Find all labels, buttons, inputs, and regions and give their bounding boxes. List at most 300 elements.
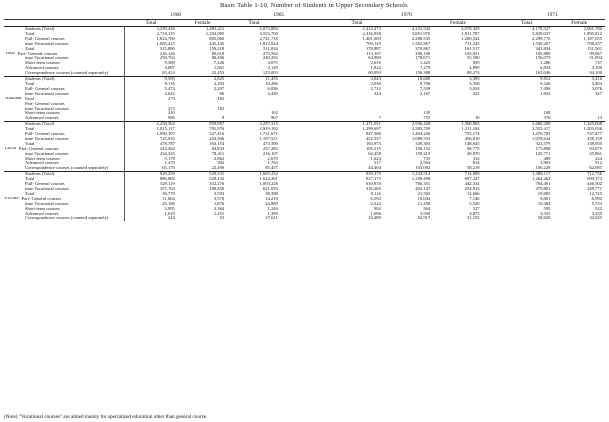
cell-value: 10,600 bbox=[384, 77, 433, 82]
cell-value: 53 bbox=[219, 216, 225, 221]
cell-value: 163,973 bbox=[365, 141, 381, 146]
cell-value: 1,345,008 bbox=[553, 122, 605, 127]
row-label bbox=[4, 216, 124, 221]
col-header-total: Total bbox=[124, 20, 178, 27]
cell-value: 3,356 bbox=[469, 81, 480, 86]
cell-value: 492,147 bbox=[415, 187, 431, 191]
cell-value: 316,265 bbox=[365, 187, 381, 191]
cell-value: 9,812 bbox=[500, 77, 554, 82]
cell-value: 244,462 bbox=[124, 147, 178, 152]
cell-value: 7,226 bbox=[213, 61, 225, 66]
cell-value: 5,073,882 bbox=[227, 27, 281, 32]
table-body bbox=[4, 27, 605, 222]
cell-value: 610,910 bbox=[365, 182, 381, 187]
cell-value: 3,239,416 bbox=[124, 27, 178, 32]
cell-value: 99,067 bbox=[589, 51, 602, 56]
cell-value: 62,458 bbox=[368, 151, 381, 156]
cell-value: 52,917 bbox=[417, 216, 431, 221]
cell-value: 595 bbox=[543, 206, 551, 211]
cell-value: 327 bbox=[595, 91, 602, 96]
cell-value: 927,175 bbox=[365, 177, 381, 182]
cell-value: 27,611 bbox=[265, 216, 278, 221]
cell-value: 523 bbox=[595, 206, 602, 211]
cell-value: 3,450 bbox=[267, 91, 278, 96]
cell-value: 7,496 bbox=[540, 86, 551, 91]
cell-value: 38,398 bbox=[265, 191, 278, 196]
row-label-text: Short-term courses bbox=[25, 206, 60, 211]
cell-value: 84,833 bbox=[211, 146, 225, 151]
cell-value: 697,247 bbox=[464, 177, 480, 182]
cell-value: 708,257 bbox=[587, 41, 602, 46]
cell-value: 529,531 bbox=[178, 172, 227, 177]
cell-value: 244 bbox=[124, 216, 178, 221]
cell-value: 699,373 bbox=[587, 177, 602, 182]
cell-value: 2,555,417 bbox=[532, 127, 551, 132]
cell-value: 188,856 bbox=[209, 187, 225, 191]
year-header: 1965 bbox=[227, 12, 330, 20]
cell-value: 24,889 bbox=[265, 201, 278, 206]
cell-value: 182 bbox=[217, 106, 225, 111]
cell-value: 529,119 bbox=[124, 182, 178, 187]
cell-value: 929,259 bbox=[124, 172, 178, 177]
cell-value: 165,046 bbox=[535, 71, 551, 76]
cell-value: 3,036 bbox=[370, 81, 381, 86]
cell-value: 236,126 bbox=[124, 52, 178, 57]
cell-value: 5,520 bbox=[469, 201, 480, 206]
cell-value: 755 bbox=[423, 116, 431, 121]
row-label-text: Students (Total) bbox=[25, 171, 55, 177]
cell-value: 4,899 bbox=[469, 66, 480, 71]
col-header-total: Total bbox=[330, 20, 384, 27]
cell-value: 3,235 bbox=[591, 211, 602, 216]
cell-value: 138,935 bbox=[587, 141, 602, 146]
row-label-text: Students (Total) bbox=[25, 76, 55, 82]
cell-value: 1,200,542 bbox=[461, 36, 480, 41]
cell-value: 1,763 bbox=[267, 161, 278, 166]
cell-value: 105,921 bbox=[464, 51, 480, 56]
cell-value: 234,325 bbox=[124, 152, 178, 157]
row-label-text: time Vocational courses bbox=[25, 106, 69, 111]
cell-value: 11,455 bbox=[227, 77, 281, 82]
cell-value: 98,775 bbox=[466, 146, 480, 151]
cell-value: 1,187,055 bbox=[583, 36, 602, 41]
cell-value: 1,244 bbox=[267, 206, 278, 211]
cell-value: 14,219 bbox=[265, 196, 278, 201]
cell-value: 105,515 bbox=[365, 146, 381, 151]
cell-value: 2,207 bbox=[213, 86, 225, 91]
row-label-text: Total bbox=[25, 191, 35, 196]
cell-value: 1,624,261 bbox=[259, 177, 278, 182]
cell-value: 2,061,780 bbox=[553, 27, 605, 32]
cell-value: 22,490 bbox=[211, 166, 225, 171]
cell-value: 8,116 bbox=[124, 82, 178, 87]
cell-value: 4,149 bbox=[267, 66, 278, 71]
col-header-female: Female bbox=[178, 20, 227, 27]
cell-value: 145,771 bbox=[535, 151, 551, 156]
section-name: Private bbox=[5, 196, 19, 201]
subheader-row bbox=[4, 20, 605, 27]
cell-value: 814 bbox=[472, 161, 480, 166]
cell-value: 80,619 bbox=[211, 51, 225, 56]
cell-value: 489 bbox=[543, 156, 551, 161]
cell-value: 5,474 bbox=[124, 87, 178, 92]
year-header-row bbox=[4, 12, 605, 20]
cell-value: 2,616 bbox=[370, 61, 381, 66]
row-label-text: Full- General courses bbox=[25, 36, 65, 41]
cell-value: 240,292 bbox=[262, 56, 278, 61]
row-label-text: Correspondence courses (counted separately) bbox=[25, 166, 109, 171]
cell-value: 1,911,787 bbox=[461, 31, 480, 36]
cell-value: 2,862 bbox=[213, 156, 225, 161]
cell-value: 8 bbox=[221, 116, 225, 121]
cell-value: 254,506 bbox=[209, 136, 225, 141]
table-row bbox=[4, 216, 605, 221]
cell-value: 886,882 bbox=[124, 177, 178, 182]
cell-value: 257,283 bbox=[262, 146, 278, 151]
students-table bbox=[4, 12, 605, 221]
cell-value: 4,075 bbox=[267, 61, 278, 66]
cell-value: 36,770 bbox=[124, 192, 178, 197]
cell-value: 747 bbox=[595, 61, 602, 66]
cell-value: 1,089,533 bbox=[411, 136, 431, 141]
cell-value: 13 bbox=[597, 116, 602, 121]
cell-value: 322 bbox=[472, 91, 480, 96]
cell-value: 1,494,236 bbox=[411, 132, 431, 137]
cell-value: 58,820 bbox=[537, 216, 551, 221]
cell-value: 735 bbox=[423, 156, 431, 161]
cell-value: 1,425 bbox=[419, 61, 431, 66]
row-label-text: Advanced courses bbox=[25, 66, 59, 71]
row-label-text: time Vocational courses bbox=[25, 187, 69, 191]
cell-value: 10,044 bbox=[417, 196, 431, 201]
cell-value: 2,299,770 bbox=[532, 36, 551, 41]
cell-value: 62,081 bbox=[589, 166, 602, 171]
cell-value: 10,286 bbox=[265, 81, 278, 86]
cell-value: 2,412,473 bbox=[330, 27, 384, 32]
row-label-text: Part- General courses bbox=[21, 196, 62, 201]
cell-value: 3,555 bbox=[540, 211, 551, 216]
cell-value: 275,562 bbox=[262, 51, 278, 56]
cell-value: 2,710,115 bbox=[124, 32, 178, 37]
cell-value: 60,993 bbox=[368, 71, 381, 76]
cell-value: 1,624,700 bbox=[124, 37, 178, 42]
cell-value: 6,836 bbox=[267, 86, 278, 91]
cell-value: 273 bbox=[124, 107, 178, 112]
cell-value: 9,681 bbox=[540, 196, 551, 201]
cell-value: 94,100 bbox=[589, 71, 602, 76]
cell-value: 1,665,232 bbox=[227, 172, 281, 177]
row-label-text: Total bbox=[25, 81, 35, 86]
row-label bbox=[4, 166, 124, 171]
cell-value: 4,553,700 bbox=[259, 31, 278, 36]
table-title: Basic Table 1-10. Number of Students in Upper Secondary Schools bbox=[220, 2, 408, 9]
cell-value: 259,704 bbox=[124, 56, 178, 61]
cell-value: 88,274 bbox=[466, 71, 480, 76]
cell-value: 781,976 bbox=[209, 127, 225, 132]
cell-value: 769,145 bbox=[365, 41, 381, 46]
cell-value: 85,457 bbox=[265, 166, 278, 171]
cell-value: 912 bbox=[595, 161, 602, 166]
cell-value: 3,395 bbox=[433, 77, 482, 82]
row-label-text: Full- General courses bbox=[25, 132, 65, 137]
cell-value: 170,671 bbox=[415, 56, 431, 61]
cell-value: 224 bbox=[595, 156, 602, 161]
cell-value: 2,564 bbox=[419, 161, 431, 166]
row-label-text: Students (Total) bbox=[25, 26, 55, 31]
cell-value: 725,010 bbox=[124, 137, 178, 142]
cell-value: 4,178,327 bbox=[500, 27, 554, 32]
cell-value: 102 bbox=[270, 111, 278, 116]
col-header-total: Total bbox=[500, 20, 554, 27]
cell-value: 712,756 bbox=[553, 172, 605, 177]
cell-value: 49,870 bbox=[466, 151, 480, 156]
cell-value: 1,090,107 bbox=[124, 132, 178, 137]
cell-value: 106,228 bbox=[535, 166, 551, 171]
cell-value: 190,152 bbox=[415, 146, 431, 151]
cell-value: 11,458 bbox=[417, 201, 431, 206]
cell-value: 1,264,262 bbox=[532, 177, 551, 182]
cell-value: 161,517 bbox=[464, 46, 480, 51]
cell-value: 2,919,192 bbox=[259, 127, 278, 132]
cell-value: 78,411 bbox=[211, 151, 225, 156]
cell-value: 5,178 bbox=[124, 157, 178, 162]
cell-value: 2,288,535 bbox=[411, 36, 431, 41]
cell-value: 1,451 bbox=[213, 211, 225, 216]
cell-value: 1,731,671 bbox=[259, 132, 278, 137]
cell-value: 1,096 bbox=[370, 211, 381, 216]
cell-value: 3,416 bbox=[553, 77, 605, 82]
cell-value: 7,539 bbox=[419, 86, 431, 91]
cell-value: 10 bbox=[475, 116, 480, 121]
cell-value: 445,445 bbox=[209, 41, 225, 46]
cell-value: 178,887 bbox=[365, 46, 381, 51]
section-name: Local bbox=[5, 146, 16, 151]
cell-value: 2,741,735 bbox=[259, 36, 278, 41]
cell-value: 747,477 bbox=[587, 132, 602, 137]
cell-value: 939,379 bbox=[330, 172, 384, 177]
cell-value: 1,483,211 bbox=[178, 27, 227, 32]
cell-value: 357,763 bbox=[124, 187, 178, 192]
cell-value: 1,078,634 bbox=[532, 136, 551, 141]
cell-value: 9,116 bbox=[370, 191, 381, 196]
cell-value: 370,867 bbox=[415, 46, 431, 51]
cell-value: 312 bbox=[472, 156, 480, 161]
cell-value: 1,234,514 bbox=[384, 172, 433, 177]
cell-value: 58,219 bbox=[466, 166, 480, 171]
cell-value bbox=[483, 216, 500, 221]
row-label-text: Total bbox=[24, 96, 34, 101]
cell-value: 16,489 bbox=[368, 216, 381, 221]
cell-value: 7 bbox=[378, 116, 381, 121]
cell-value: 3,297,315 bbox=[227, 122, 281, 127]
cell-value: 1,471,051 bbox=[330, 122, 384, 127]
cell-value: 4,231,542 bbox=[384, 27, 433, 32]
row-label-text: Full- General courses bbox=[25, 182, 65, 187]
cell-value: 113,107 bbox=[366, 51, 381, 56]
cell-value: 1,085,415 bbox=[124, 42, 178, 47]
cell-value: 1,003,226 bbox=[259, 182, 278, 187]
cell-value: 1,895,812 bbox=[583, 31, 602, 36]
cell-value: 12,725 bbox=[589, 191, 602, 196]
cell-value: 3,995 bbox=[124, 207, 178, 212]
cell-value: 766,351 bbox=[415, 182, 431, 187]
cell-value: 1,203,036 bbox=[583, 127, 602, 132]
cell-value: 502 bbox=[217, 161, 225, 166]
cell-value: 1,258,498 bbox=[411, 177, 431, 182]
cell-value: 805,060 bbox=[209, 36, 225, 41]
cell-value: 4,087 bbox=[124, 66, 178, 71]
cell-value: 349,303 bbox=[415, 141, 431, 146]
row-label-text: Advanced courses bbox=[25, 161, 59, 166]
cell-value bbox=[281, 216, 330, 221]
cell-value: 7,279 bbox=[419, 66, 431, 71]
cell-value: 1,815,117 bbox=[124, 127, 178, 132]
cell-value: 3,043 bbox=[330, 77, 384, 82]
cell-value: 64,980 bbox=[368, 56, 381, 61]
cell-value: 254,913 bbox=[464, 187, 480, 191]
cell-value: 1,812,024 bbox=[259, 41, 278, 46]
row-label-text: Students (Total) bbox=[25, 121, 55, 127]
cell-value: 3,593 bbox=[213, 191, 225, 196]
cell-value: 55,590 bbox=[466, 56, 480, 61]
cell-value: 9,595 bbox=[124, 77, 178, 82]
cell-value: 992 bbox=[373, 206, 381, 211]
cell-value: 12,666 bbox=[466, 191, 480, 196]
cell-value: 473,390 bbox=[262, 141, 278, 146]
cell-value: 847,380 bbox=[365, 132, 381, 137]
cell-value: 2,522 bbox=[370, 201, 381, 206]
cell-value: 967 bbox=[270, 116, 278, 121]
cell-value: 1,470 bbox=[124, 161, 178, 166]
section-name: National bbox=[5, 96, 22, 101]
cell-value: 458,159 bbox=[587, 136, 602, 141]
cell-value: 442,334 bbox=[464, 182, 480, 187]
cell-value: 2,293 bbox=[213, 81, 225, 86]
cell-value: 139 bbox=[423, 111, 431, 116]
cell-value: 446,502 bbox=[587, 182, 602, 187]
year-header: 1970 bbox=[330, 12, 482, 20]
row-label-text: Correspondence courses (counted separately) bbox=[25, 216, 109, 221]
cell-value: 2,712 bbox=[370, 86, 381, 91]
cell-value: 175,808 bbox=[535, 146, 551, 151]
cell-value: 31,155 bbox=[466, 216, 480, 221]
cell-value: 86 bbox=[219, 91, 225, 96]
cell-value: 3,403 bbox=[591, 81, 602, 86]
row-label-text: Short-term courses bbox=[25, 111, 60, 116]
cell-value: 1,530,267 bbox=[532, 41, 551, 46]
cell-value: 2,078,329 bbox=[433, 27, 482, 32]
cell-value: 9,326 bbox=[540, 81, 551, 86]
cell-value: 452,357 bbox=[365, 136, 381, 141]
cell-value: 159,213 bbox=[415, 151, 431, 156]
cell-value: 108 bbox=[543, 111, 551, 116]
cell-value: 517 bbox=[373, 161, 381, 166]
col-header-female: Female bbox=[433, 20, 482, 27]
cell-value: 123,003 bbox=[262, 71, 278, 76]
cell-value: 511,834 bbox=[263, 46, 278, 51]
section-name: Total bbox=[5, 51, 15, 56]
cell-value: 21,502 bbox=[417, 191, 431, 196]
row-label-text: Short-term courses bbox=[25, 156, 60, 161]
row-label-text: Total bbox=[25, 141, 35, 146]
cell-value: 1,399 bbox=[267, 211, 278, 216]
cell-value: 341,834 bbox=[535, 46, 551, 51]
row-label bbox=[4, 71, 124, 76]
cell-value: 1,299,697 bbox=[362, 127, 381, 132]
cell-value: 2,416,938 bbox=[362, 31, 381, 36]
cell-value: 10,304 bbox=[537, 201, 551, 206]
row-label-text: Correspondence courses (counted separately) bbox=[25, 71, 109, 76]
cell-value: 6,834 bbox=[540, 66, 551, 71]
cell-value: 2,642 bbox=[124, 92, 178, 97]
row-label-text: time Vocational courses bbox=[25, 41, 69, 46]
cell-value: 1,187,521 bbox=[259, 136, 278, 141]
cell-value: 2,670 bbox=[267, 156, 278, 161]
row-label-text: Total bbox=[25, 177, 35, 182]
cell-value: 1,563,867 bbox=[411, 41, 431, 46]
cell-value: 2,825 bbox=[178, 77, 227, 82]
cell-value: 621,035 bbox=[262, 187, 278, 191]
row-label-text: Total bbox=[25, 127, 35, 132]
cell-value: 950,897 bbox=[178, 122, 227, 127]
cell-value: 6,992 bbox=[591, 196, 602, 201]
cell-value: 527 bbox=[472, 206, 480, 211]
cell-value: 80,406 bbox=[211, 56, 225, 61]
cell-value: 3,364 bbox=[213, 206, 225, 211]
cell-value: 3,829,037 bbox=[532, 31, 551, 36]
table-note: (Note) "Vocational courses" are aimed mainly for specialized education other than general course. bbox=[4, 414, 208, 420]
cell-value: 1,204,905 bbox=[205, 31, 225, 36]
row-label-text: Total bbox=[25, 31, 35, 36]
col-header-female: Female bbox=[553, 20, 605, 27]
cell-value: 520,132 bbox=[209, 177, 225, 182]
cell-value: 456,010 bbox=[464, 136, 480, 141]
cell-value: 1,388,117 bbox=[500, 172, 554, 177]
cell-value: 478,787 bbox=[124, 142, 178, 147]
cell-value: 2,680,289 bbox=[500, 122, 554, 127]
row-label-text: time Vocational courses bbox=[25, 151, 69, 156]
cell-value: 249,771 bbox=[587, 187, 602, 191]
row-label-text: time Vocational courses bbox=[25, 201, 69, 206]
year-header: 1971 bbox=[500, 12, 605, 20]
cell-value: 7,146 bbox=[469, 196, 480, 201]
row-label-text: Part- General courses bbox=[25, 101, 65, 106]
cell-value: 3,034 bbox=[469, 86, 480, 91]
cell-value: 2,936,428 bbox=[384, 122, 433, 127]
cell-value: 996 bbox=[124, 116, 178, 121]
row-label-text: Part- General courses bbox=[18, 146, 59, 151]
cell-value: 3,950 bbox=[419, 211, 431, 216]
cell-value: 755,174 bbox=[464, 132, 480, 137]
row-label-text: Short-term courses bbox=[25, 61, 60, 66]
cell-value: 1,211,184 bbox=[461, 127, 480, 132]
cell-value: 159,219 bbox=[209, 46, 225, 51]
cell-value: 45,861 bbox=[589, 151, 602, 156]
cell-value: 151,561 bbox=[587, 46, 602, 51]
cell-value: 711,245 bbox=[464, 41, 480, 46]
cell-value: 515,880 bbox=[124, 47, 178, 52]
cell-value: 1,360,965 bbox=[433, 122, 482, 127]
cell-value: 1,624 bbox=[370, 156, 381, 161]
cell-value: 65,170 bbox=[124, 166, 178, 171]
cell-value: 273 bbox=[124, 97, 178, 102]
row-label-text: Full- General courses bbox=[25, 86, 65, 91]
cell-value: 324 bbox=[373, 91, 381, 96]
cell-value: 839 bbox=[472, 61, 480, 66]
cell-value: 148,645 bbox=[464, 141, 480, 146]
cell-value: 11,664 bbox=[124, 197, 178, 202]
cell-value: 65,414 bbox=[124, 71, 178, 76]
